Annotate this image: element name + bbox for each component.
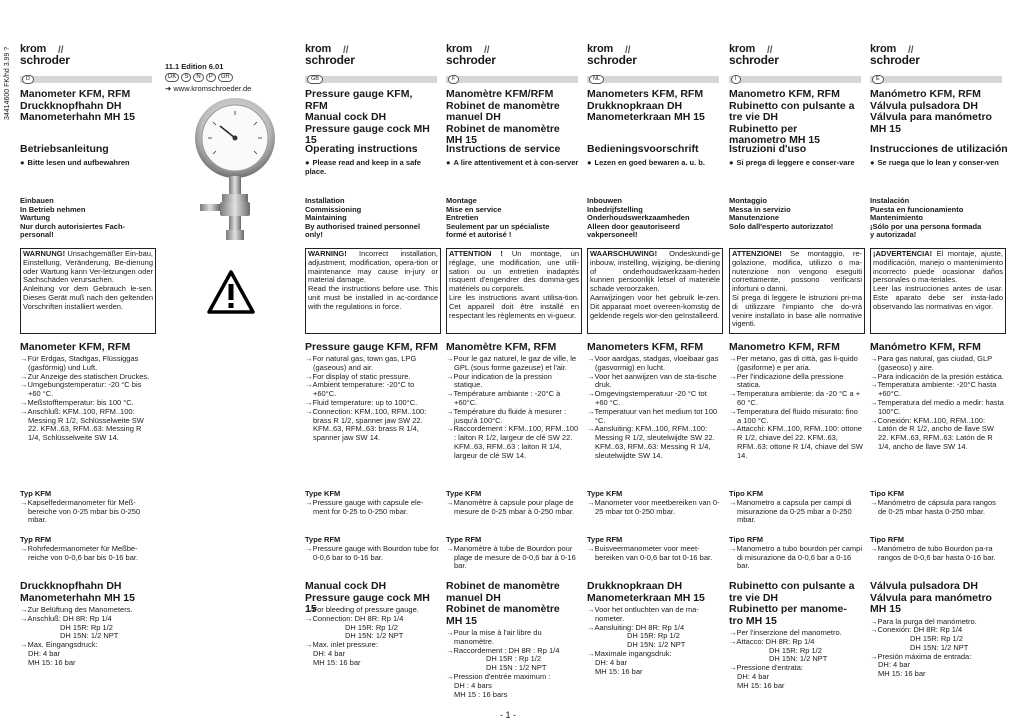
list-item: DH 15R: Rp 1/2 — [627, 631, 680, 641]
cock-feature-list — [587, 606, 721, 676]
list-item: → Max. inlet pressure: — [305, 641, 439, 650]
list-item: → Presión máxima de entrada: — [870, 653, 1004, 662]
type-kfm — [870, 490, 1004, 516]
list-item: DH 15N: 1/2 NPT — [627, 640, 686, 650]
document-title: Manometro KFM, RFM Rubinetto con pulsante a tre vie DH Rubinetto per manometro MH 15 — [729, 88, 855, 146]
section-cock-title: Rubinetto con pulsante a tre vie DH Rubinetto per manome- tro MH 15 — [729, 580, 855, 627]
column-nl — [587, 44, 719, 124]
list-item: → Connection: DH 8R: Rp 1/4 — [305, 615, 439, 624]
type-rfm-text: → Rohrfedermanometer für Meßbe-reiche von 0-0,6 bar bis 0-16 bar. — [20, 545, 154, 563]
warning-triangle-icon — [207, 270, 255, 314]
read-note: ● Bitte lesen und aufbewahren — [20, 158, 154, 167]
warning-label: ATTENTION ! — [449, 249, 503, 258]
type-rfm-heading: Type RFM — [305, 535, 341, 544]
type-rfm — [870, 536, 1004, 562]
type-rfm — [729, 536, 863, 571]
list-item: → For bleeding of pressure gauge. — [305, 606, 439, 615]
type-kfm-heading: Type KFM — [587, 489, 623, 498]
list-item: → Fluid temperature: up to 100°C. — [305, 399, 439, 408]
type-rfm-heading: Typ RFM — [20, 535, 52, 544]
list-item: MH 15: 16 bar — [313, 657, 361, 667]
list-item: → Raccordement : DH 8R : Rp 1/4 — [446, 647, 580, 656]
list-item: → Conexión: DH 8R: Rp 1/4 — [870, 626, 1004, 635]
instructions-heading: Bedieningsvoorschrift — [587, 143, 699, 155]
gauge-feature-list — [446, 355, 580, 461]
type-kfm — [587, 490, 721, 516]
type-kfm — [305, 490, 439, 516]
list-item: → Température ambiante : -20°C à +60°C. — [446, 390, 580, 408]
warning-label: WAARSCHUWING! — [590, 249, 658, 258]
list-item: DH 15R: Rp 1/2 — [60, 622, 113, 632]
kromschroder-logo: krom schroder // — [446, 43, 496, 67]
warning-text: Ondeskundi-ge inbouw, instelling, wijziging, be-diening of onderhoudswerkzaam-heden kunnen persoonlijk letsel of materiële schade veroorzaken. Aanwijzingen voor het gebruik le-zen. Dit apparaat moet overeen-komstig de geldende regels wor-den geïnstalleerd. — [590, 249, 720, 320]
type-rfm — [446, 536, 580, 571]
section-gauge-title: Manometer KFM, RFM — [20, 341, 131, 353]
read-note: ● Please read and keep in a safe place. — [305, 158, 439, 176]
personnel-headings: Instalación Puesta en funcionamiento Mantenimiento ¡Sólo por una persona formada y autorizada! — [870, 196, 982, 240]
document-title: Pressure gauge KFM, RFM Manual cock DH Pressure gauge cock MH 15 — [305, 88, 430, 146]
list-item: → Temperatura del fluido misurato: fino a 100 °C. — [729, 408, 863, 426]
type-kfm — [729, 490, 863, 525]
type-rfm-text: → Manomètre à tube de Bourdon pour plage de mesure de 0-0,6 bar à 0-16 bar. — [446, 545, 580, 571]
gauge-feature-list — [729, 355, 863, 461]
list-item: → Connection: KFM..100, RFM..100: brass R 1/2, spanner jaw SW 22. KFM..63, RFM..63: brass R 1/4, spanner jaw SW 14. — [305, 408, 439, 443]
type-rfm-heading: Type RFM — [587, 535, 623, 544]
cock-feature-list — [729, 629, 863, 691]
instructions-heading: Instructions de service — [446, 143, 561, 155]
cock-feature-list — [446, 629, 580, 699]
list-item: DH: 4 bar — [878, 660, 911, 670]
type-rfm-text: → Pressure gauge with Bourdon tube for 0-0,6 bar to 0-16 bar. — [305, 545, 439, 563]
language-bar — [729, 76, 861, 83]
list-item: MH 15: 16 bar — [28, 657, 76, 667]
list-item: → Para la purga del manómetro. — [870, 618, 1004, 627]
list-item: → Temperatura del medio a medir: hasta 100°C. — [870, 399, 1004, 417]
list-item: MH 15: 16 bar — [737, 680, 785, 690]
type-kfm-text: → Kapselfedermanometer für Meß-bereiche von 0-25 mbar bis 0-250 mbar. — [20, 499, 154, 525]
list-item: → Umgebungstemperatur: -20 °C bis +60 °C. — [20, 381, 154, 399]
list-item: DH: 4 bar — [28, 648, 61, 658]
list-item: → Pour le gaz naturel, le gaz de ville, le GPL (sous forme gazeuse) et l'air. — [446, 355, 580, 373]
type-rfm-heading: Tipo RFM — [870, 535, 905, 544]
type-rfm-text: → Manometro a tubo bourdon per campi di misurazione da 0-0,6 bar a 0-16 bar. — [729, 545, 863, 571]
list-item: → Per metano, gas di città, gas li-quido (gasiforme) e per aria. — [729, 355, 863, 373]
read-note: ● Se ruega que lo lean y conser-ven — [870, 158, 1004, 167]
section-cock-title: Druckknopfhahn DH Manometerhahn MH 15 — [20, 580, 135, 604]
personnel-headings: Montaggio Messa in servizio Manutenzione Solo dall'esperto autorizzato! — [729, 196, 834, 231]
list-item: → Per l'indicazione della pressione statica. — [729, 373, 863, 391]
list-item: → Aansluiting: DH 8R: Rp 1/4 — [587, 624, 721, 633]
language-codes: DK S N P GR — [165, 73, 235, 82]
section-gauge-title: Manómetro KFM, RFM — [870, 341, 981, 353]
read-note: ● Lezen en goed bewaren a. u. b. — [587, 158, 721, 167]
list-item: → Aansluiting: KFM..100, RFM..100: Messing R 1/2, sleutelwijdte SW 22. KFM..63, RFM..63: Messing R 1/4, sleutelwijdte SW 14. — [587, 425, 721, 460]
gauge-feature-list — [305, 355, 439, 443]
list-item: DH 15R: Rp 1/2 — [345, 622, 398, 632]
kromschroder-logo: krom schroder // — [20, 43, 70, 67]
type-kfm-heading: Tipo KFM — [870, 489, 905, 498]
type-rfm-text: → Buisveermanometer voor meet-bereiken van 0-0,6 bar tot 0-16 bar. — [587, 545, 721, 563]
list-item: DH : 4 bars — [454, 680, 492, 690]
type-kfm — [20, 490, 154, 525]
cock-feature-list — [305, 606, 439, 668]
language-badge: GB — [307, 75, 323, 84]
list-item: → Voor het aanwijzen van de sta-tische druk. — [587, 373, 721, 391]
document-title: Manometer KFM, RFM Druckknopfhahn DH Manometerhahn MH 15 — [20, 88, 135, 123]
list-item: → Maximale ingangsdruk: — [587, 650, 721, 659]
language-bar — [870, 76, 1002, 83]
list-item: → Para indicación de la presión estática. — [870, 373, 1004, 382]
cock-feature-list — [870, 618, 1004, 680]
pressure-gauge-photo — [180, 96, 290, 246]
language-badge: F — [448, 75, 459, 84]
list-item: → Ambient temperature: -20°C to +60°C. — [305, 381, 439, 399]
list-item: DH: 4 bar — [737, 671, 770, 681]
list-item: DH 15R: Rp 1/2 — [769, 645, 822, 655]
list-item: → Pressione d'entrata: — [729, 664, 863, 673]
list-item: DH 15N: 1/2 NPT — [60, 631, 119, 641]
list-item: → Para gas natural, gas ciudad, GLP (gaseoso) y aire. — [870, 355, 1004, 373]
warning-box — [729, 248, 865, 334]
document-title: Manometers KFM, RFM Drukknopkraan DH Manometerkraan MH 15 — [587, 88, 705, 123]
type-rfm-heading: Tipo RFM — [729, 535, 764, 544]
warning-label: ¡ADVERTENCIA! — [873, 249, 933, 258]
edition-label: 11.1 Edition 6.01 — [165, 62, 224, 71]
type-kfm — [446, 490, 580, 516]
list-item: → Max. Eingangsdruck: — [20, 641, 154, 650]
column-i — [729, 44, 861, 147]
list-item: DH 15N: 1/2 NPT — [769, 654, 828, 664]
column-f — [446, 44, 578, 147]
list-item: DH 15N: 1/2 NPT — [345, 631, 404, 641]
list-item: → Omgevingstemperatuur -20 °C tot +60 °C. — [587, 390, 721, 408]
list-item: → Attacco: DH 8R: Rp 1/4 — [729, 638, 863, 647]
section-gauge-title: Pressure gauge KFM, RFM — [305, 341, 439, 353]
instructions-heading: Betriebsanleitung — [20, 143, 109, 155]
type-kfm-heading: Type KFM — [446, 489, 482, 498]
list-item: MH 15 : 16 bars — [454, 689, 508, 699]
read-note: ● A lire attentivement et à con-server — [446, 158, 580, 167]
warning-box — [20, 248, 156, 334]
section-gauge-title: Manomètre KFM, RFM — [446, 341, 557, 353]
list-item: → Voor het ontluchten van de ma-nometer. — [587, 606, 721, 624]
language-badge: NL — [589, 75, 604, 84]
type-rfm-text: → Manómetro de tubo Bourdon pa-ra rangos de 0-0,6 bar hasta 0-16 bar. — [870, 545, 1004, 563]
type-kfm-heading: Tipo KFM — [729, 489, 764, 498]
kromschroder-logo: krom schroder // — [587, 43, 637, 67]
personnel-headings: Einbauen In Betrieb nehmen Wartung Nur durch autorisiertes Fach- personal! — [20, 196, 126, 240]
list-item: → Zur Belüftung des Manometers. — [20, 606, 154, 615]
list-item: → Zur Anzeige des statischen Druckes. — [20, 373, 154, 382]
type-kfm-text: → Manometro a capsula per campi di misurazione da 0-25 mbar a 0-250 mbar. — [729, 499, 863, 525]
type-kfm-heading: Typ KFM — [20, 489, 52, 498]
language-bar — [20, 76, 152, 83]
warning-box — [587, 248, 723, 334]
type-rfm — [20, 536, 154, 562]
gauge-feature-list — [587, 355, 721, 461]
website-link[interactable]: ➜ www.kromschroeder.de — [165, 84, 252, 93]
type-rfm-heading: Type RFM — [446, 535, 482, 544]
language-badge: D — [22, 75, 34, 84]
language-badge: E — [872, 75, 884, 84]
warning-label: ATTENZIONE! — [732, 249, 782, 258]
list-item: → Temperatura ambiente: da -20 °C a + 60 °C. — [729, 390, 863, 408]
type-kfm-text: → Manomètre à capsule pour plage de mesure de 0-25 mbar à 0-250 mbar. — [446, 499, 580, 517]
personnel-headings: Montage Mise en service Entretien Seulement par un spécialiste formé et autorisé ! — [446, 196, 550, 240]
warning-text: Se montaggio, re-golazione, modifica, utilizzo o ma-nutenzione non vengono eseguiti correttamente, possono verificarsi infortuni o danni. Si prega di leggere le istruzioni pri-ma di utilizzare l'impianto che do-vrà venire installato in base alle normative vigenti. — [732, 249, 862, 329]
warning-text: Incorrect installation, adjustment, modification, opera-tion or maintenance may cause in-jury or material damage. Read the instructions before use. This unit must be installed in ac-cordance with the regulations in force. — [308, 249, 438, 311]
type-rfm — [305, 536, 439, 562]
list-item: → Pour indication de la pression statique. — [446, 373, 580, 391]
list-item: DH: 4 bar — [595, 657, 628, 667]
column-e — [870, 44, 1002, 135]
read-note: ● Si prega di leggere e conser-vare — [729, 158, 863, 167]
list-item: → Raccordement : KFM..100, RFM..100 : laiton R 1/2, largeur de clé SW 22. KFM..63, RFM..63 : laiton R 1/4, largeur de clé SW 14. — [446, 425, 580, 460]
list-item: → Pour la mise à l'air libre du manomètre. — [446, 629, 580, 647]
document-title: Manómetro KFM, RFM Válvula pulsadora DH Válvula para manómetro MH 15 — [870, 88, 992, 135]
type-kfm-text: → Manómetro de cápsula para rangos de 0-25 mbar hasta 0-250 mbar. — [870, 499, 1004, 517]
type-kfm-text: → Pressure gauge with capsule ele-ment for 0-25 to 0-250 mbar. — [305, 499, 439, 517]
kromschroder-logo: krom schroder // — [729, 43, 779, 67]
list-item: DH 15R : Rp 1/2 — [486, 654, 542, 664]
instructions-heading: Instrucciones de utilización — [870, 143, 1008, 155]
document-title: Manomètre KFM/RFM Robinet de manomètre manuel DH Robinet de manomètre MH 15 — [446, 88, 560, 146]
column-d — [20, 44, 152, 124]
side-doc-code: 34414600 FK/hd 3.99 ? — [4, 46, 11, 120]
warning-text: El montaje, ajuste, modificación, manejo o mantenimiento incorrecto puede ocasionar daños personales o ma-teriales. Leer las instrucciones antes de usar. Este aparato debe ser insta-lado observando las normativas en vigor. — [873, 249, 1003, 311]
list-item: → Temperatura ambiente: -20°C hasta +60°C. — [870, 381, 1004, 399]
list-item: → For display of static pressure. — [305, 373, 439, 382]
cock-feature-list — [20, 606, 154, 668]
list-item: → Anschluß: KFM..100, RFM..100: Messing R 1/2, Schlüsselweite SW 22. KFM..63, RFM..63: Messing R 1/4, Schlüsselweite SW 14. — [20, 408, 154, 443]
language-bar — [446, 76, 578, 83]
kromschroder-logo: krom schroder // — [305, 43, 355, 67]
warning-label: WARNING! — [308, 249, 347, 258]
list-item: DH 15N: 1/2 NPT — [910, 642, 969, 652]
kromschroder-logo: krom schroder // — [870, 43, 920, 67]
list-item: MH 15: 16 bar — [878, 669, 926, 679]
list-item: → Conexión: KFM..100, RFM..100: Latón de R 1/2, ancho de llave SW 22. KFM..63, RFM..63: Latón de R 1/4, ancho de llave SW 14. — [870, 417, 1004, 452]
section-cock-title: Manual cock DH Pressure gauge cock MH 15 — [305, 580, 430, 615]
list-item: DH 15N : 1/2 NPT — [486, 663, 547, 673]
gauge-feature-list — [870, 355, 1004, 452]
column-gb — [305, 44, 437, 147]
section-gauge-title: Manometro KFM, RFM — [729, 341, 840, 353]
personnel-headings: Installation Commissioning Maintaining By authorised trained personnel only! — [305, 196, 421, 240]
list-item: → Per l'inserzione del manometro. — [729, 629, 863, 638]
instructions-heading: Operating instructions — [305, 143, 418, 155]
list-item: → Voor aardgas, stadgas, vloeibaar gas (gasvormig) en lucht. — [587, 355, 721, 373]
list-item: → Température du fluide à mesurer : jusqu'à 100°C. — [446, 408, 580, 426]
page-number: - 1 - — [500, 710, 517, 720]
gauge-feature-list — [20, 355, 154, 443]
list-item: → Pression d'entrée maximum : — [446, 673, 580, 682]
list-item: DH: 4 bar — [313, 648, 346, 658]
list-item: → Attacchi: KFM..100, RFM..100: ottone R 1/2, chiave del 22. KFM..63, RFM..63: ottone R 1/4, chiave del SW 14. — [729, 425, 863, 460]
personnel-headings: Inbouwen Inbedrijfstelling Onderhoudswerkzaamheden Alleen door geautoriseerd vakpersoneel! — [587, 196, 690, 240]
warning-box — [446, 248, 582, 334]
warning-text: Unsachgemäßer Ein-bau, Einstellung, Veränderung, Be-dienung oder Wartung kann Ver-letzungen oder Sachschäden verursachen. Anleitung vor dem Gebrauch le-sen. Dieses Gerät muß nach den geltenden Vorschriften installiert werden. — [23, 249, 153, 311]
warning-text: Un montage, un réglage, une modification, une utili-sation ou un entretien inadaptés risquent d'engendrer des domma-ges matériels ou corporels. Lire les instructions avant utilisa-tion. Cet appareil doit être installé en respectant les règlements en vi-gueur. — [449, 249, 580, 320]
instructions-heading: Istruzioni d'uso — [729, 143, 807, 155]
list-item: → Meßstofftemperatur: bis 100 °C. — [20, 399, 154, 408]
type-rfm — [587, 536, 721, 562]
list-item: → Für Erdgas, Stadtgas, Flüssiggas (gasförmig) und Luft. — [20, 355, 154, 373]
list-item: DH 15R: Rp 1/2 — [910, 634, 963, 644]
list-item: → Temperatuur van het medium tot 100 °C. — [587, 408, 721, 426]
language-bar — [587, 76, 719, 83]
list-item: → Anschluß: DH 8R: Rp 1/4 — [20, 615, 154, 624]
warning-label: WARNUNG! — [23, 249, 66, 258]
language-badge: I — [731, 75, 741, 84]
section-cock-title: Robinet de manomètre manuel DH Robinet de manomètre MH 15 — [446, 580, 560, 627]
type-kfm-text: → Manometer voor meetbereiken van 0-25 mbar tot 0-250 mbar. — [587, 499, 721, 517]
warning-box — [870, 248, 1006, 334]
warning-box — [305, 248, 441, 334]
list-item: MH 15: 16 bar — [595, 666, 643, 676]
section-cock-title: Válvula pulsadora DH Válvula para manómetro MH 15 — [870, 580, 992, 615]
list-item: → For natural gas, town gas, LPG (gaseous) and air. — [305, 355, 439, 373]
type-kfm-heading: Type KFM — [305, 489, 341, 498]
section-cock-title: Drukknopkraan DH Manometerkraan MH 15 — [587, 580, 705, 604]
section-gauge-title: Manometers KFM, RFM — [587, 341, 704, 353]
language-bar — [305, 76, 437, 83]
